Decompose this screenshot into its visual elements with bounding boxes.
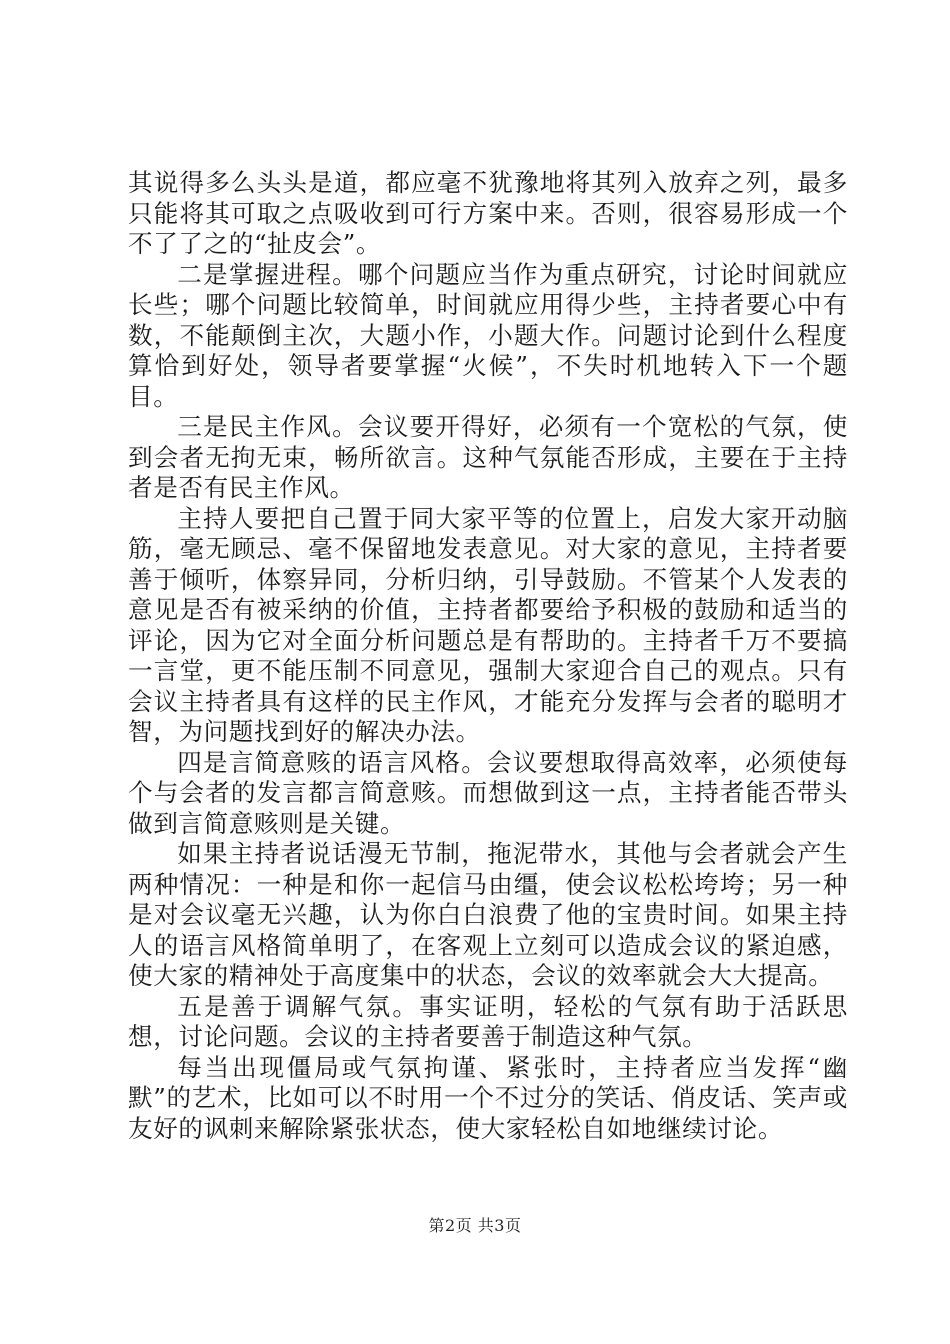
document-body [128, 168, 848, 1144]
paragraph: 二是掌握进程。哪个问题应当作为重点研究，讨论时间就应长些；哪个问题比较简单，时间就应用得少些，主持者要心中有数，不能颠倒主次，大题小作，小题大作。问题讨论到什么程度算恰到好处，领导者要掌握“火候”，不失时机地转入下一个题目。 [128, 259, 848, 411]
paragraph: 四是言简意赅的语言风格。会议要想取得高效率，必须使每个与会者的发言都言简意赅。而想做到这一点，主持者能否带头做到言简意赅则是关键。 [128, 747, 848, 838]
paragraph: 每当出现僵局或气氛拘谨、紧张时，主持者应当发挥“幽默”的艺术，比如可以不时用一个不过分的笑话、俏皮话、笑声或友好的讽刺来解除紧张状态，使大家轻松自如地继续讨论。 [128, 1052, 848, 1143]
paragraph: 主持人要把自己置于同大家平等的位置上，启发大家开动脑筋，毫无顾忌、毫不保留地发表意见。对大家的意见，主持者要善于倾听，体察异同，分析归纳，引导鼓励。不管某个人发表的意见是否有被采纳的价值，主持者都要给予积极的鼓励和适当的评论，因为它对全面分析问题总是有帮助的。主持者千万不要搞一言堂，更不能压制不同意见，强制大家迎合自己的观点。只有会议主持者具有这样的民主作风，才能充分发挥与会者的聪明才智，为问题找到好的解决办法。 [128, 503, 848, 746]
paragraph: 如果主持者说话漫无节制，拖泥带水，其他与会者就会产生两种情况：一种是和你一起信马由缰，使会议松松垮垮；另一种是对会议毫无兴趣，认为你白白浪费了他的宝贵时间。如果主持人的语言风格简单明了，在客观上立刻可以造成会议的紧迫感，使大家的精神处于高度集中的状态，会议的效率就会大大提高。 [128, 839, 848, 990]
paragraph: 三是民主作风。会议要开得好，必须有一个宽松的气氛，使到会者无拘无束，畅所欲言。这种气氛能否形成，主要在于主持者是否有民主作风。 [128, 412, 848, 502]
page-number-footer: 第2页 共3页 [428, 1216, 522, 1235]
paragraph: 其说得多么头头是道，都应毫不犹豫地将其列入放弃之列，最多只能将其可取之点吸收到可行方案中来。否则，很容易形成一个不了了之的“扯皮会”。 [128, 168, 848, 258]
paragraph: 五是善于调解气氛。事实证明，轻松的气氛有助于活跃思想，讨论问题。会议的主持者要善于制造这种气氛。 [128, 991, 848, 1051]
